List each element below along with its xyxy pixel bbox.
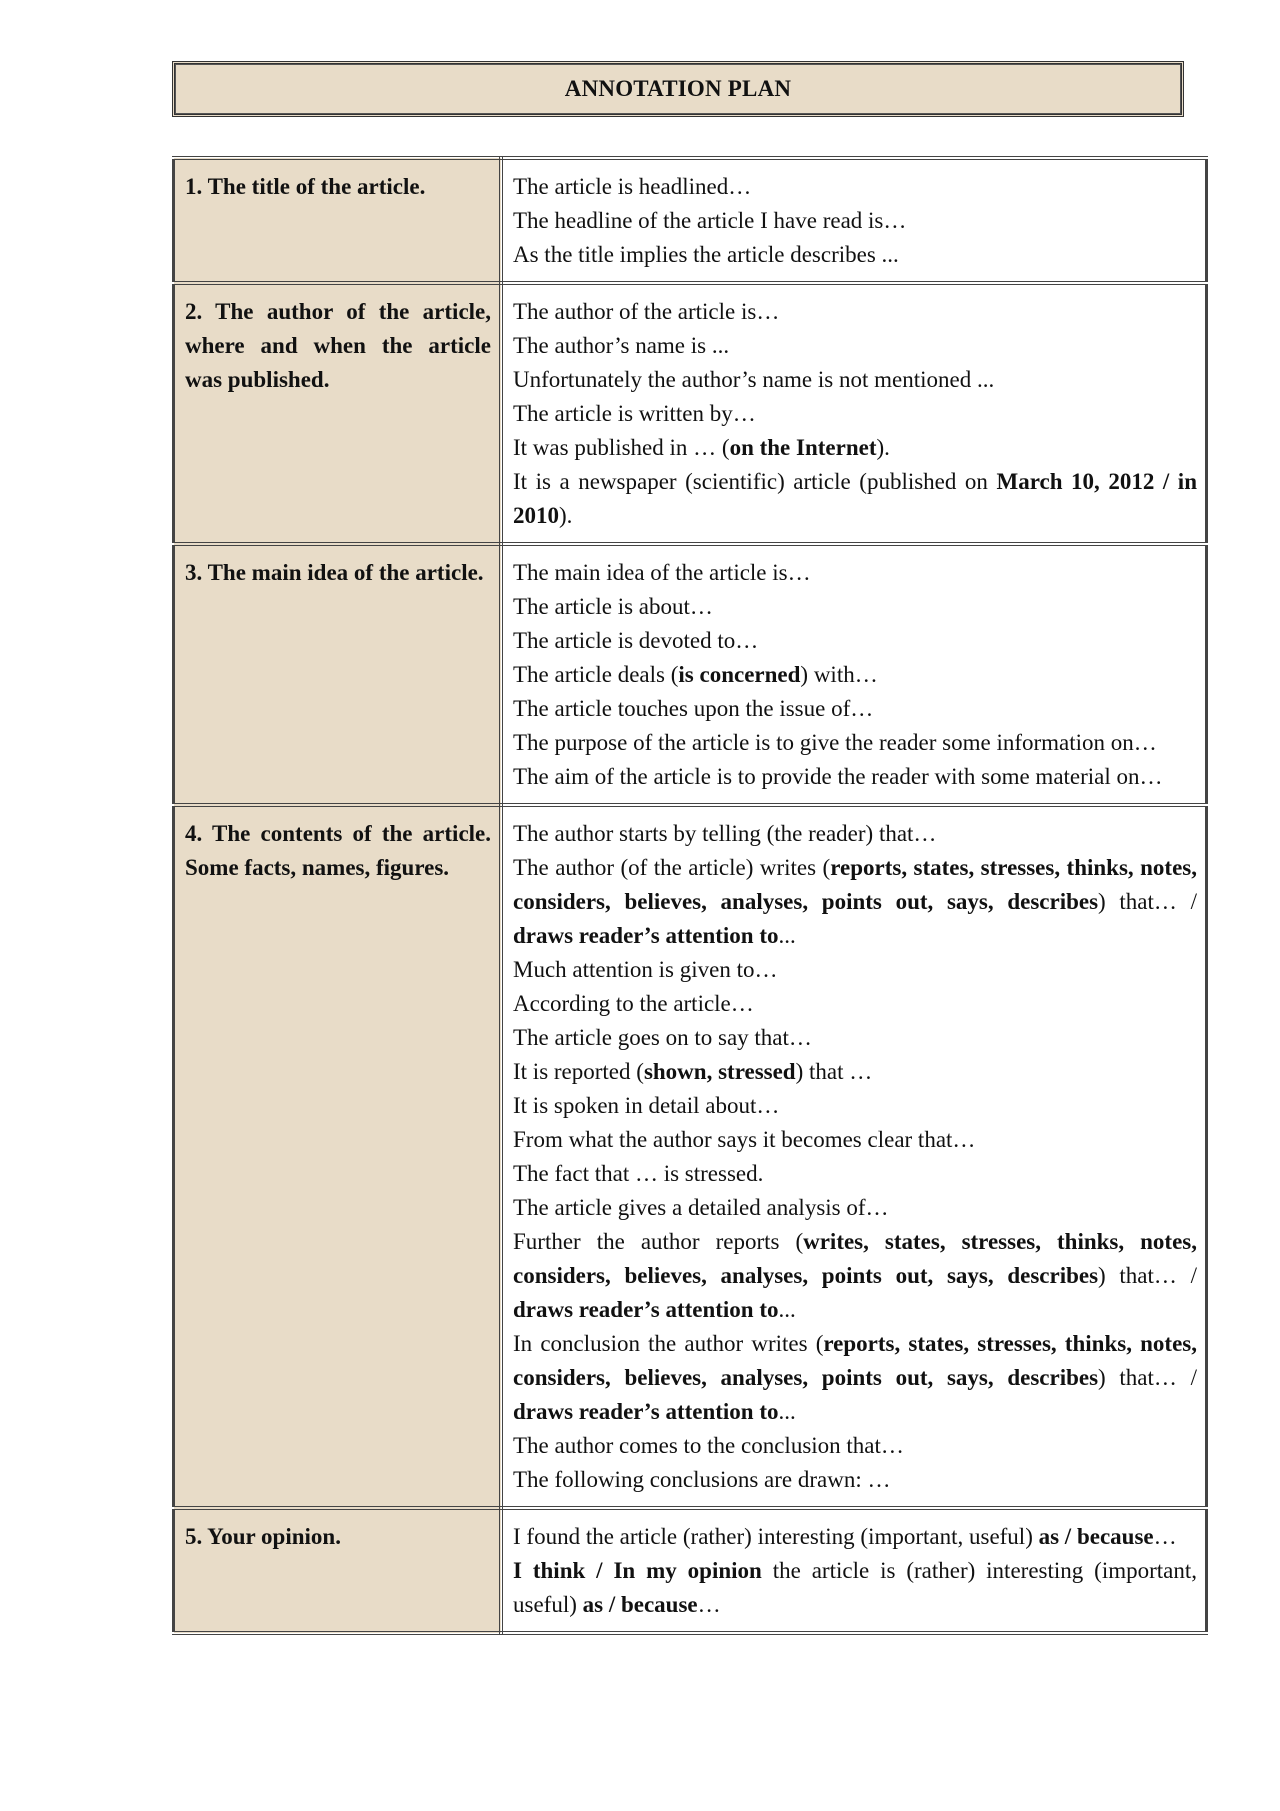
phrase-text: From what the author says it becomes clear that… xyxy=(513,1127,976,1152)
phrase-emphasis: draws reader’s attention to xyxy=(513,1399,779,1424)
phrase-text: The following conclusions are drawn: … xyxy=(513,1467,891,1492)
phrase-line xyxy=(513,295,1197,329)
plan-row xyxy=(174,805,1207,1508)
phrase-line xyxy=(513,1123,1197,1157)
plan-row-heading: 1. The title of the article. xyxy=(174,158,502,283)
plan-row-phrases xyxy=(501,1508,1207,1633)
phrase-text: The article is headlined… xyxy=(513,174,752,199)
phrase-text: ) that … xyxy=(795,1059,873,1084)
phrase-text: The author comes to the conclusion that… xyxy=(513,1433,904,1458)
phrase-text: The article is written by… xyxy=(513,401,756,426)
phrase-emphasis: draws reader’s attention to xyxy=(513,1297,779,1322)
phrase-emphasis: March 10, 2012 / in 2010 xyxy=(513,469,1197,528)
phrase-text: It was published in … ( xyxy=(513,435,730,460)
phrase-text: The main idea of the article is… xyxy=(513,560,811,585)
phrase-line xyxy=(513,624,1197,658)
phrase-text: The article gives a detailed analysis of… xyxy=(513,1195,889,1220)
phrase-emphasis: reports, states, stresses, thinks, notes, considers, believes, analyses, points out, says, describes xyxy=(513,1331,1197,1390)
page-title: ANNOTATION PLAN xyxy=(172,61,1184,117)
phrase-text: In conclusion the author writes ( xyxy=(513,1331,824,1356)
phrase-text: ) that… / xyxy=(1098,889,1197,914)
phrase-text: It is reported ( xyxy=(513,1059,644,1084)
phrase-line xyxy=(513,556,1197,590)
phrase-text: ) that… / xyxy=(1098,1263,1197,1288)
phrase-line xyxy=(513,170,1197,204)
phrase-line xyxy=(513,431,1197,465)
phrase-text: The article goes on to say that… xyxy=(513,1025,812,1050)
phrase-text: ... xyxy=(778,1297,796,1322)
phrase-line xyxy=(513,1055,1197,1089)
phrase-line xyxy=(513,238,1197,272)
phrase-emphasis: on the Internet xyxy=(729,435,877,460)
phrase-emphasis: draws reader’s attention to xyxy=(513,923,779,948)
phrase-line xyxy=(513,465,1197,533)
plan-row-phrases xyxy=(501,544,1207,805)
phrase-text: The fact that … is stressed. xyxy=(513,1161,764,1186)
phrase-line xyxy=(513,726,1197,760)
phrase-text: Unfortunately the author’s name is not mentioned ... xyxy=(513,367,995,392)
plan-row-phrases xyxy=(501,283,1207,544)
phrase-text: … xyxy=(1153,1524,1177,1549)
phrase-text: The headline of the article I have read is… xyxy=(513,208,907,233)
phrase-line xyxy=(513,363,1197,397)
phrase-text: … xyxy=(697,1592,721,1617)
phrase-emphasis: I think / In my opinion xyxy=(513,1558,762,1583)
phrase-text: The purpose of the article is to give the reader some information on… xyxy=(513,730,1157,755)
phrase-text: The article deals ( xyxy=(513,662,679,687)
phrase-line xyxy=(513,987,1197,1021)
phrase-text: ... xyxy=(778,1399,796,1424)
phrase-line xyxy=(513,1554,1197,1622)
phrase-line xyxy=(513,658,1197,692)
phrase-emphasis: is concerned xyxy=(678,662,801,687)
phrase-line xyxy=(513,760,1197,794)
phrase-line xyxy=(513,953,1197,987)
phrase-text: ). xyxy=(876,435,890,460)
phrase-text: ... xyxy=(778,923,796,948)
phrase-emphasis: as / because xyxy=(582,1592,698,1617)
phrase-line xyxy=(513,692,1197,726)
phrase-line xyxy=(513,1429,1197,1463)
phrase-text: As the title implies the article describes ... xyxy=(513,242,899,267)
phrase-line xyxy=(513,1021,1197,1055)
plan-row xyxy=(174,158,1207,283)
plan-row-heading: 4. The contents of the article. Some facts, names, figures. xyxy=(174,805,502,1508)
phrase-text: The article is about… xyxy=(513,594,713,619)
phrase-text: ) that… / xyxy=(1098,1365,1197,1390)
phrase-emphasis: writes, states, stresses, thinks, notes, considers, believes, analyses, points out, says, describes xyxy=(513,1229,1197,1288)
phrase-line xyxy=(513,397,1197,431)
phrase-text: The author starts by telling (the reader) that… xyxy=(513,821,937,846)
phrase-line xyxy=(513,1463,1197,1497)
phrase-text: I found the article (rather) interesting (important, useful) xyxy=(513,1524,1039,1549)
plan-row-heading: 3. The main idea of the article. xyxy=(174,544,502,805)
plan-row-phrases xyxy=(501,805,1207,1508)
phrase-emphasis: as / because xyxy=(1038,1524,1154,1549)
phrase-line xyxy=(513,817,1197,851)
phrase-text: The article is devoted to… xyxy=(513,628,759,653)
phrase-line xyxy=(513,1157,1197,1191)
phrase-text: It is spoken in detail about… xyxy=(513,1093,780,1118)
phrase-text: Much attention is given to… xyxy=(513,957,778,982)
phrase-text: ) with… xyxy=(800,662,878,687)
phrase-line xyxy=(513,1225,1197,1327)
phrase-line xyxy=(513,851,1197,953)
phrase-line xyxy=(513,1520,1197,1554)
phrase-line xyxy=(513,1327,1197,1429)
phrase-text: The author of the article is… xyxy=(513,299,780,324)
phrase-text: The author (of the article) writes ( xyxy=(513,855,831,880)
phrase-text: the article is (rather) interesting (important, useful) xyxy=(513,1558,1197,1617)
plan-row xyxy=(174,1508,1207,1633)
plan-row-phrases xyxy=(501,158,1207,283)
phrase-line xyxy=(513,1191,1197,1225)
phrase-text: The aim of the article is to provide the reader with some material on… xyxy=(513,764,1163,789)
phrase-emphasis: shown, stressed xyxy=(643,1059,796,1084)
plan-row xyxy=(174,544,1207,805)
phrase-line xyxy=(513,204,1197,238)
phrase-text: The article touches upon the issue of… xyxy=(513,696,874,721)
phrase-line xyxy=(513,329,1197,363)
phrase-line xyxy=(513,590,1197,624)
phrase-text: It is a newspaper (scientific) article (published on xyxy=(513,469,997,494)
annotation-plan-table xyxy=(172,156,1208,1635)
phrase-text: According to the article… xyxy=(513,991,754,1016)
plan-row-heading: 5. Your opinion. xyxy=(174,1508,502,1633)
phrase-text: The author’s name is ... xyxy=(513,333,730,358)
plan-row xyxy=(174,283,1207,544)
phrase-text: ). xyxy=(559,503,573,528)
phrase-line xyxy=(513,1089,1197,1123)
phrase-emphasis: reports, states, stresses, thinks, notes, considers, believes, analyses, points out, says, describes xyxy=(513,855,1197,914)
phrase-text: Further the author reports ( xyxy=(513,1229,804,1254)
plan-row-heading: 2. The author of the article, where and when the article was published. xyxy=(174,283,502,544)
